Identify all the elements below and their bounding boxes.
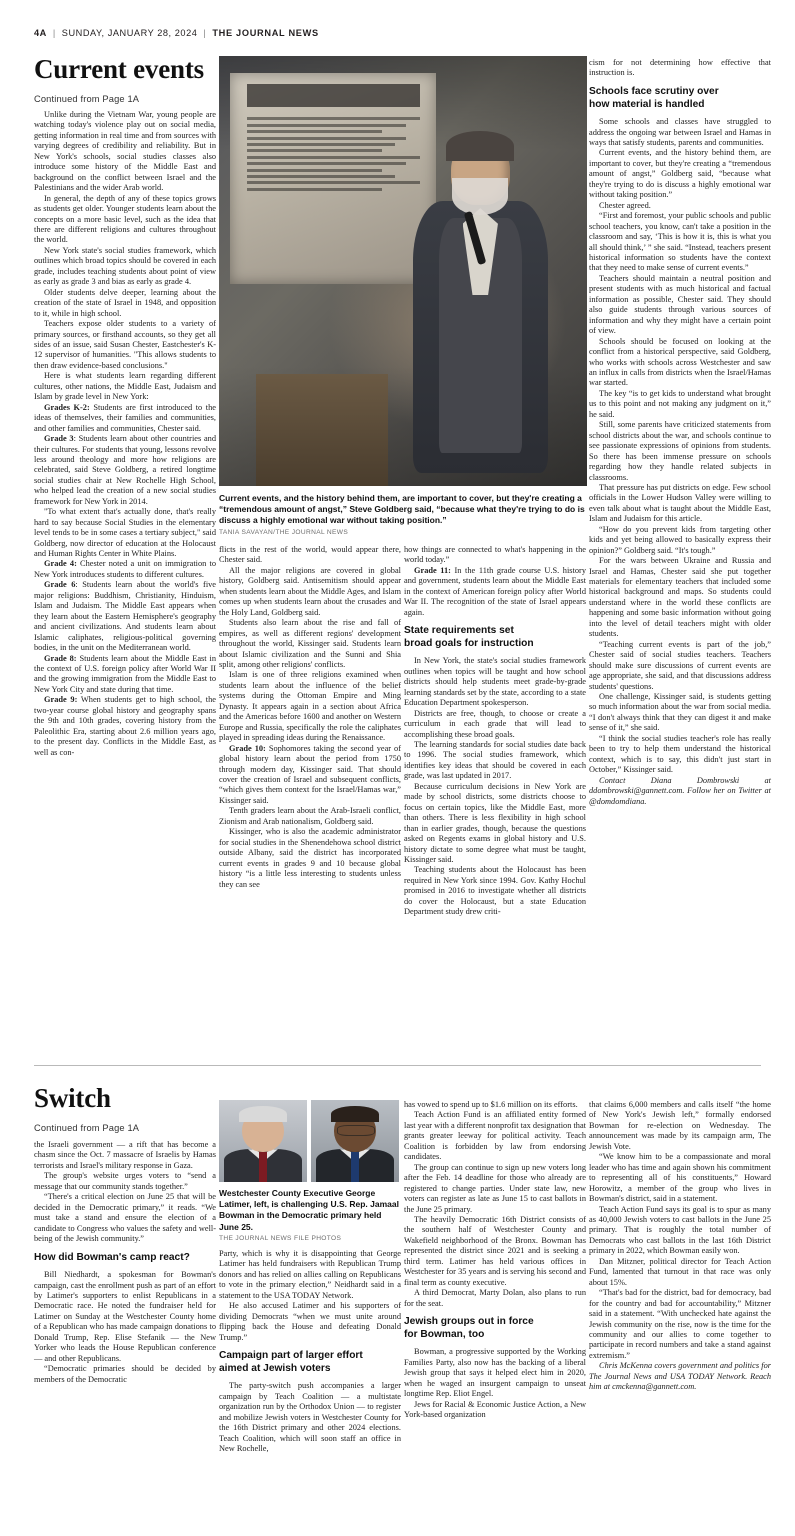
subhead-line-2: broad goals for instruction xyxy=(404,637,534,649)
top-photo-caption: Current events, and the history behind them, are important to cover, but they're creating a “tremendous amount of angst,” Steve Goldberg said, “because what they're trying to do is discuss a highly emotional war without taking position.” xyxy=(219,493,585,526)
mug-tie xyxy=(259,1152,267,1182)
paragraph: "To what extent that's actually done, that's really hard to say because Social Studies in the elementary level tends to be in some cases a tertiary subject," said Goldberg, now director of education at the Holocaust and Human Rights Center in White Plains. xyxy=(34,507,216,559)
top-photo-caption-block xyxy=(219,493,587,536)
masthead-separator-1: | xyxy=(52,28,56,38)
paragraph: Jews for Racial & Economic Justice Action, a New York-based organization xyxy=(404,1399,586,1419)
grade-label: Grade 10: xyxy=(229,743,266,753)
paragraph: One challenge, Kissinger said, is students getting so much information about the war from social media. “I don't always think that they can digest it and make sense of it,” she said. xyxy=(589,692,771,733)
paragraph: A third Democrat, Marty Dolan, also plans to run for the seat. xyxy=(404,1288,586,1308)
paragraph-text: When students get to high school, the two-year course global history and geography spans the 9th and 10th grades, covering history from the Paleolithic Era, starting about 2.6 million years ago, to the present day. Conflicts in the Middle East, as well as con- xyxy=(34,695,216,757)
paragraph xyxy=(219,744,401,807)
author-tagline: Chris McKenna covers government and politics for The Journal News and USA TODAY Network. Reach him at cmckenna@gannett.com. xyxy=(589,1361,771,1392)
slide-title xyxy=(247,84,420,107)
subhead-line-1: State requirements set xyxy=(404,625,514,637)
paragraph xyxy=(404,566,586,618)
paragraph: “There's a critical election on June 25 that will be decided in the Democratic primary,” it reads. “We must take a stand and ensure the election of a candidate to Congress who values the safety and well-being of the Jewish community.” xyxy=(34,1192,216,1244)
paragraph: Because curriculum decisions in New York are made by school districts, some districts choose to focus on certain topics, like the Middle East, more than others. There is less flexibility in high school than in earlier grades, though, because the questions asked on Regents exams in global history and U.S. history dictate to some degree what must be taught, Kissinger said. xyxy=(404,781,586,864)
top-story-column-1 xyxy=(34,110,216,758)
paragraph: Still, some parents have criticized statements from school districts about the war, and schools continue to see passionate expressions of opinions from students. So there has been immense pressure on schools regarding how they handle related subjects in classrooms. xyxy=(589,420,771,482)
paragraph: Islam is one of three religions examined when students learn about the influence of the belief systems during the Ottoman Empire and Ming Dynasty. It appears again in a section about Africa and the Americas before 1600 and another on Western Europe and Russia, specifically the role the caliphates played in spreading ideas during the Renaissance. xyxy=(219,670,401,743)
bottom-story-header xyxy=(34,1085,216,1133)
paragraph: New York state's social studies framework, which outlines which broad topics should be covered in each grade, includes teaching students about point of view as early as grade 3 and bias as early as grade 4. xyxy=(34,245,216,287)
section-divider xyxy=(34,1065,761,1066)
subhead-line-2: for Bowman, too xyxy=(404,1328,485,1340)
bottom-story-column-2 xyxy=(219,1249,401,1454)
paragraph: Current events, and the history behind them, are important to cover, but they're creating a “tremendous amount of angst,” Goldberg said, “because what they're trying to do is discuss a highly emotional war without taking position.” xyxy=(589,148,771,200)
paragraph: cism for not determining how effective that instruction is. xyxy=(589,58,771,78)
page-folio: 4A xyxy=(34,28,47,38)
paragraph xyxy=(34,559,216,580)
top-story-header xyxy=(34,56,216,104)
paragraph: The heavily Democratic 16th District consists of the southern half of Westchester County and Wakefield neighborhood of the Bronx. Bowman has represented the district since 2021 and is seeking a third term. Latimer has held various offices in Westchester for 35 years and is serving his second and final term as county executive. xyxy=(404,1214,586,1287)
paragraph: Teachers expose older students to a variety of primary sources, or firsthand accounts, so they get all sides of an issue, said Susan Chester, Eastchester's K-12 supervisor of humanities. "This allows students to then draw evidence-based conclusions." xyxy=(34,319,216,370)
subhead-campaign-effort xyxy=(219,1350,401,1375)
publication-date: SUNDAY, JANUARY 28, 2024 xyxy=(61,28,198,38)
paragraph: “Teaching current events is part of the job,” Chester said of social studies teachers. Teachers should make sure discussions of current events are age appropriate, she said, and that discussions address students' questions. xyxy=(589,639,771,691)
subhead-line-2: aimed at Jewish voters xyxy=(219,1362,331,1374)
paragraph: Party, which is why it is disappointing that George Latimer has held fundraisers with Republican Trump donors and has relied on allies calling on Republicans to vote in the primary election,” Neidhardt said in a statement to the USA TODAY Network. xyxy=(219,1249,401,1300)
subhead-line-1: Campaign part of larger effort xyxy=(219,1350,363,1362)
photo-bowman xyxy=(311,1100,399,1182)
paragraph: Unlike during the Vietnam War, young people are watching today's violence play out on social media, getting information in real time and from sources with varying degrees of credibility and reliability. But in New York's schools, social studies classes also introduce some history of the Middle East and background on the conflict between Israel and the Palestinians and the wider Arab world. xyxy=(34,110,216,193)
bottom-story-column-1 xyxy=(34,1140,216,1385)
paragraph: Here is what students learn regarding different cultures, other nations, the Middle East, Judaism and Islam by grade level in New York: xyxy=(34,371,216,402)
grade-label: Grade 6 xyxy=(44,580,76,590)
top-story-continued-label: Continued from Page 1A xyxy=(34,94,140,104)
paragraph-text: Students learn about the Middle East in the context of U.S. foreign policy after World War II and the growing immigration from the Middle East to New York City and state during that time. xyxy=(34,653,216,694)
bottom-photo-caption-block xyxy=(219,1188,401,1242)
paragraph: “We know him to be a compassionate and moral leader who has time and again shown his commitment to representing all of his constituents,” Howard Horowitz, a member of the group who lives in Bowman's district, said in a statement. xyxy=(589,1152,771,1204)
paragraph xyxy=(34,580,216,653)
subhead-line-1: Schools face scrutiny over xyxy=(589,85,719,97)
paragraph xyxy=(34,654,216,696)
paragraph: Dan Mitzner, political director for Teach Action Fund, lamented that turnout in that race was only about 15%. xyxy=(589,1256,771,1287)
grade-label: Grade 9: xyxy=(44,695,78,705)
grade-label: Grades K-2: xyxy=(44,402,90,412)
paragraph: Districts are free, though, to choose or create a curriculum in each grade that will lead to accomplishing these broad goals. xyxy=(404,708,586,739)
paragraph: The learning standards for social studies date back to 1996. The social studies framework, which identifies key ideas that should be covered in each grade, was last updated in 2017. xyxy=(404,739,586,781)
paragraph: Teach Action Fund is an affiliated entity formed last year with a different nonprofit tax designation that grants greater leeway for political activity. Teach Coalition is forbidden by law from endorsing candidates. xyxy=(404,1110,586,1162)
paragraph: Some schools and classes have struggled to address the ongoing war between Israel and Hamas in ways that satisfy students, parents and communities. xyxy=(589,117,771,147)
paragraph-text: : Students learn about other countries and their cultures. For students that young, lessons revolve less around theology and more how religions are celebrated, said Steve Goldberg, a retired longtime social studies chair at New Rochelle High School, who helped lead the creation of a new social studies framework for New York in 2014. xyxy=(34,434,216,506)
paragraph: All the major religions are covered in global history, Goldberg said. Antisemitism should appear when students learn about the Middle Ages, and Islam comes up when students learn about the crusades and the Holy Land, Goldberg said. xyxy=(219,565,401,617)
publication-name: THE JOURNAL NEWS xyxy=(212,28,319,38)
podium xyxy=(256,374,388,486)
paragraph: “That's bad for the district, bad for democracy, bad for the country and bad for accountability,” Mitzner said in a statement. “With unchecked hate against the Jewish community on the rise, now is the time for the community and our allies to come together to participate in record numbers and take a stand against extremism.” xyxy=(589,1288,771,1360)
paragraph: The party-switch push accompanies a larger campaign by Teach Coalition — a multistate organization run by the Orthodox Union — to register and mobilize Jewish voters in Westchester County for the 16th District primary and other 2024 elections. Teach Coalition, which will soon staff an office in New Rochelle, xyxy=(219,1381,401,1453)
paragraph-text: Sophomores taking the second year of global history learn about the period from 1750 through modern day, Kissinger said. That should cover the creation of Israel and subsequent conflicts, “which gives them context for the Israel/Hamas war,” Kissinger said. xyxy=(219,743,401,805)
speaker-figure xyxy=(407,138,554,473)
subhead-line-1: Jewish groups out in force xyxy=(404,1316,534,1328)
paragraph: Teach Action Fund says its goal is to spur as many as 40,000 Jewish voters to cast ballots in the June 25 primary. That is roughly the total number of Democrats who cast ballots in the last 16th District primary in 2022, which Bowman easily won. xyxy=(589,1204,771,1256)
subhead-line-2: how material is handled xyxy=(589,98,705,110)
subhead-bowman-camp: How did Bowman's camp react? xyxy=(34,1251,190,1263)
paragraph: has vowed to spend up to $1.6 million on its efforts. xyxy=(404,1100,578,1109)
paragraph: the Israeli government — a rift that has become a chasm since the Oct. 7 massacre of Israelis by Hamas terrorists and Israel's military response in Gaza. xyxy=(34,1140,216,1170)
author-tagline: Contact Diana Dombrowski at ddombrowski@gannett.com. Follow her on Twitter at @domdomdiana. xyxy=(589,775,771,806)
paragraph: how things are connected to what's happening in the world today.” xyxy=(404,545,586,565)
mug-tie xyxy=(351,1152,359,1182)
paragraph: He also accused Latimer and his supporters of dividing Democrats “when we must unite around flipping back the House and defeating Donald Trump.” xyxy=(219,1301,401,1342)
paragraph: In general, the depth of any of these topics grows as students get older. Younger students learn about the concepts on a more basic level, such as the idea that there are different religions and cultures throughout the world. xyxy=(34,193,216,245)
subhead-schools-scrutiny xyxy=(589,86,771,111)
mug-hair xyxy=(331,1106,379,1122)
photo-latimer xyxy=(219,1100,307,1182)
subhead-jewish-groups xyxy=(404,1316,586,1341)
top-photo-credit: TANIA SAVAYAN/THE JOURNAL NEWS xyxy=(219,529,349,537)
paragraph: Chester agreed. xyxy=(599,200,651,210)
photo-image xyxy=(219,56,587,486)
paragraph: The key “is to get kids to understand what brought us to this point and not making any judgment on it,” he said. xyxy=(589,388,771,419)
paragraph: The group's website urges voters to “send a message that our community stands together.” xyxy=(34,1171,216,1191)
paragraph: Tenth graders learn about the Arab-Israeli conflict, Zionism and Arab nationalism, Goldberg said. xyxy=(219,806,401,826)
bottom-photo-caption: Westchester County Executive George Latimer, left, is challenging U.S. Rep. Jamaal Bowman in the Democratic primary held June 25. xyxy=(219,1188,399,1232)
paragraph xyxy=(34,695,216,758)
paragraph-text: Students are first introduced to the ideas of themselves, their families and communities, and other families and communities, Chester said. xyxy=(34,402,217,433)
masthead xyxy=(34,28,761,38)
top-story-photo xyxy=(219,56,587,486)
paragraph: “Democratic primaries should be decided by members of the Democratic xyxy=(34,1364,216,1384)
paragraph: Bowman, a progressive supported by the Working Families Party, also now has the backing of a liberal Jewish group that says it helped elect him in 2020, when he waged an insurgent campaign to unseat longtime Rep. Eliot Engel. xyxy=(404,1347,586,1399)
speaker-beard xyxy=(452,178,508,215)
paragraph: For the wars between Ukraine and Russia and Israel and Hamas, Chester said she put together materials for elementary teachers that included some historical background and maps. So students could understand where in the world these conflicts are happening and some basic information without going into the level of detail teachers might with older students. xyxy=(589,556,771,639)
top-story-column-4 xyxy=(589,58,771,807)
top-story-column-2 xyxy=(219,545,401,890)
paragraph: that claims 6,000 members and calls itself “the home of New York's Jewish left,” formally endorsed Bowman for re-election on Wednesday. The announcement was made by its campaign arm, The Jewish Vote. xyxy=(589,1100,771,1151)
bottom-story-headline: Switch xyxy=(34,1083,111,1113)
paragraph xyxy=(34,434,216,507)
paragraph: “I think the social studies teacher's role has really been to try to help them understand the historical context, which is to say, this didn't just start in October,” Kissinger said. xyxy=(589,733,771,775)
projector-screen xyxy=(230,73,436,284)
grade-label: Grade 3 xyxy=(44,434,74,444)
glasses-icon xyxy=(337,1125,374,1137)
mug-hair xyxy=(239,1106,287,1122)
paragraph: Teachers should maintain a neutral position and present students with as much historical and factual information as possible, Chester said. They should also guide students through various sources of information and why they might have a certain point of view. xyxy=(589,273,771,336)
speaker-hair xyxy=(446,131,514,161)
paragraph xyxy=(34,403,216,434)
grade-label: Grade 4: xyxy=(44,559,77,569)
paragraph: Teaching students about the Holocaust has been required in New York since 1994. Gov. Kathy Hochul promised in 2016 to investigate whether all districts do cover the Holocaust, but a state Education Department study drew criti- xyxy=(404,865,586,917)
top-story-column-3 xyxy=(404,545,586,918)
paragraph: “How do you prevent kids from targeting other kids and yet being allowed to basically express their opinion?” Goldberg said. “It's tough.” xyxy=(589,524,771,555)
grade-label: Grade 8: xyxy=(44,653,77,663)
paragraph-text: : Students learn about the world's five major religions: Buddhism, Christianity, Hinduism, Islam and Judaism. The Middle East appears when they learn about the Eastern Hemisphere's geography and ancient civilizations. And students learn about Islamic caliphates, religious-political governing bodies, in the unit on the Mediterranean world. xyxy=(34,580,217,653)
masthead-separator-2: | xyxy=(203,28,207,38)
paragraph: Kissinger, who is also the academic administrator for social studies in the Shenendehowa school district outside Albany, said the district has incorporated current events in grades 9 and 10 because global history “is a little less interesting to students unless they can see xyxy=(219,827,401,889)
grade-label: Grade 11: xyxy=(414,565,451,575)
bottom-story-column-4 xyxy=(589,1100,771,1393)
paragraph: flicts in the rest of the world, would appear there, Chester said. xyxy=(219,545,401,565)
paragraph-text: Chester noted a unit on immigration to New York introduces students to different cultures. xyxy=(34,559,216,579)
paragraph: In New York, the state's social studies framework outlines when topics will be taught and how school districts should help students meet grade-by-grade learning standards set by the state, according to a state Education Department spokesperson. xyxy=(404,656,586,708)
subhead-state-requirements xyxy=(404,625,586,650)
paragraph: Students also learn about the rise and fall of empires, as well as different regions' development throughout the world, Kissinger said. Students learn about Islamic civilization and the Sunni and Shia split, among other religions' conflicts. xyxy=(219,618,401,669)
bottom-story-column-3 xyxy=(404,1100,586,1420)
paragraph: “First and foremost, your public schools and public school teachers, you know, can't take a position in the classroom and say, ‘This is how it is, this is what you all should think,’ ” she said. “Instead, teachers present historical information so students have the context that they need to make sense of current events.” xyxy=(589,211,771,273)
bottom-story-photos xyxy=(219,1100,399,1182)
paragraph: Bill Niedhardt, a spokesman for Bowman's campaign, cast the enrollment push as part of an effort by Latimer's supporters to enlist Republicans in a Democratic race. He noted the fundraiser held for Latimer on Sunday at the Westchester County home of a Republican who has made campaign donations to Donald Trump, Rep. Elise Stefanik — the New Yorker who leads the House Republican conference — and other Republicans. xyxy=(34,1270,216,1363)
paragraph: That pressure has put districts on edge. Few school officials in the Lower Hudson Valley were willing to even talk about what is taught about the Middle East, Islam and Judaism for this article. xyxy=(589,482,771,524)
paragraph: Older students delve deeper, learning about the creation of the state of Israel in 1948, and opposition to it, while in high school. xyxy=(34,287,216,318)
paragraph: The group can continue to sign up new voters long after the Feb. 14 deadline for those who already are registered to change parties. Under state law, new voters can register as late as June 15 to cast ballots in the June 25 primary. xyxy=(404,1162,586,1214)
slide-text-lines xyxy=(247,117,420,262)
bottom-photo-credit: THE JOURNAL NEWS FILE PHOTOS xyxy=(219,1235,342,1243)
top-story-headline: Current events xyxy=(34,54,204,84)
paragraph-text: In the 11th grade course U.S. history and government, students learn about the Middle East in the context of American foreign policy after World War II. The recognition of the state of Israel appears again. xyxy=(404,565,586,617)
bottom-story-continued-label: Continued from Page 1A xyxy=(34,1123,140,1133)
paragraph: Schools should be focused on looking at the conflict from a historical perspective, said Goldberg, who works with schools across Westchester and saw an influx in calls from districts when the Israel/Hamas war started. xyxy=(589,336,771,388)
